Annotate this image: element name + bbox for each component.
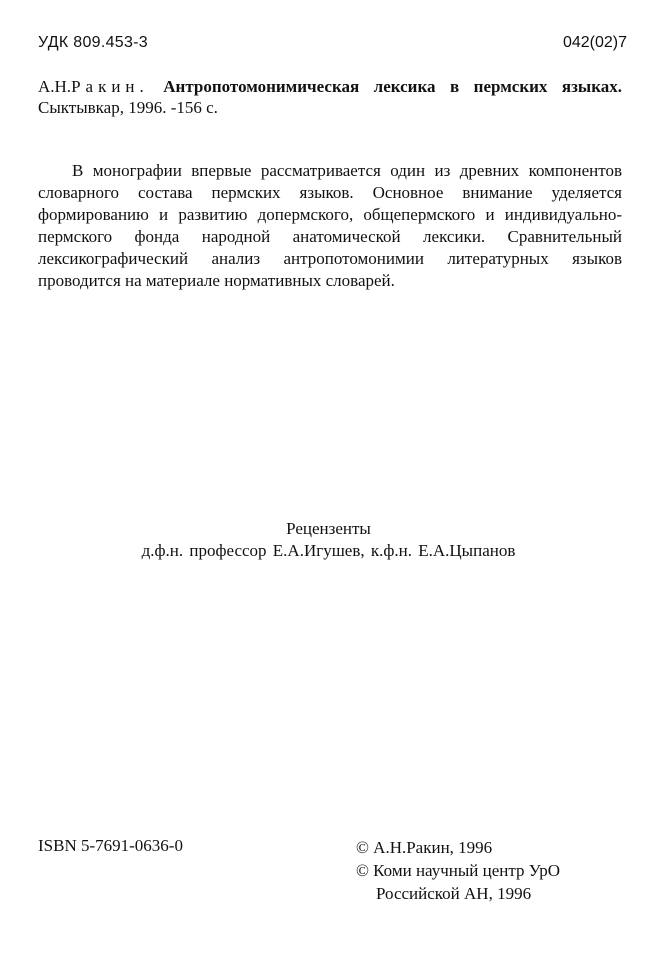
abstract-paragraph: В монографии впервые рассматривается один из древних компонентов словарного состава пермских языков. Основное внимание уделяется формированию и развитию допермского, общепермского и индивидуально-пермского фонда народной анатомической лексики. Сравнительный лексикографический анализ антропотомонимии литературных языков проводится на материале нормативных словарей. bbox=[38, 161, 622, 290]
book-title: Антропотомонимическая лексика в пермских языках. bbox=[163, 77, 622, 96]
isbn-number: ISBN 5-7691-0636-0 bbox=[38, 836, 183, 855]
udk-classification: УДК 809.453-3 bbox=[38, 34, 149, 51]
publication-code: 042(02)7 bbox=[562, 34, 627, 51]
author-surname: Ракин. bbox=[71, 77, 149, 96]
copyright-author: © А.Н.Ракин, 1996 bbox=[356, 838, 493, 857]
copyright-institution-cont: Российской АН, 1996 bbox=[376, 884, 532, 903]
bibliographic-record bbox=[38, 76, 622, 118]
reviewers-names: д.ф.н. профессор Е.А.Игушев, к.ф.н. Е.А.Цыпанов bbox=[141, 541, 516, 560]
author-initials: А.Н. bbox=[38, 77, 72, 96]
copyright-institution: © Коми научный центр УрО bbox=[356, 861, 561, 880]
reviewers-heading: Рецензенты bbox=[286, 519, 371, 538]
copyright-block bbox=[356, 836, 560, 905]
book-imprint: Сыктывкар, 1996. -156 с. bbox=[38, 98, 218, 117]
